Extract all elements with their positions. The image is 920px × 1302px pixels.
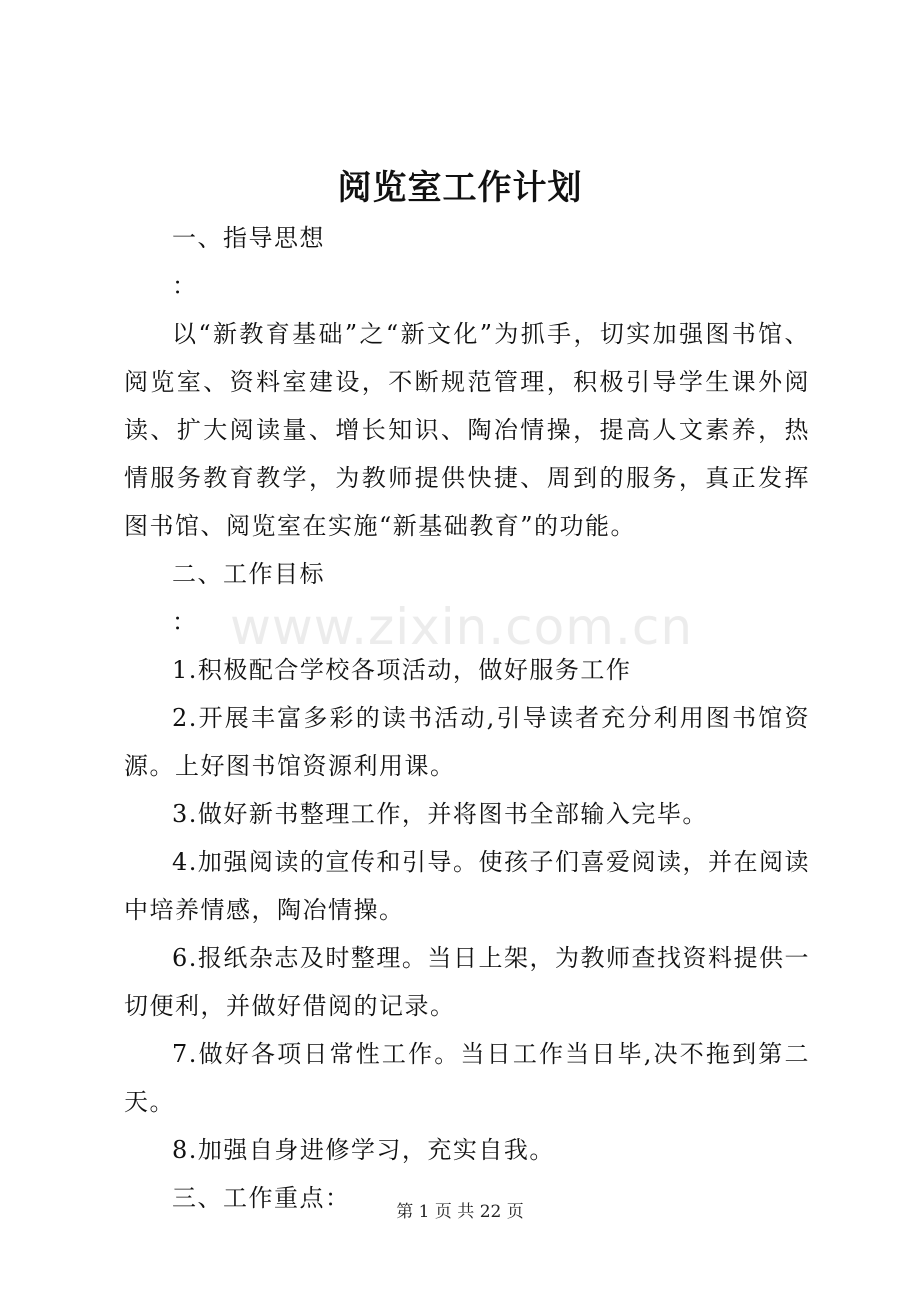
goal-item-1: 1.积极配合学校各项活动，做好服务工作 xyxy=(172,656,632,684)
goal-item-4: 4.加强阅读的宣传和引导。使孩子们喜爱阅读，并在阅读中培养情感，陶冶情操。 xyxy=(124,848,810,924)
section-heading-work-focus: 三、工作重点： xyxy=(172,1184,351,1212)
goal-item-8: 8.加强自身进修学习，充实自我。 xyxy=(172,1136,555,1164)
section-heading-guiding-ideology: 一、指导思想 xyxy=(172,224,325,252)
colon-line: ： xyxy=(172,272,198,300)
colon-line: ： xyxy=(172,608,198,636)
section-heading-work-goals: 二、工作目标 xyxy=(172,560,325,588)
watermark: www.zixin.com.cn xyxy=(230,598,694,656)
paragraph-guiding-ideology: 以“新教育基础”之“新文化”为抓手，切实加强图书馆、阅览室、资料室建设，不断规范管理，积极引导学生课外阅读、扩大阅读量、增长知识、陶冶情操，提高人文素养，热情服务教育教学，为教师提供快捷、周到的服务，真正发挥图书馆、阅览室在实施“新基础教育”的功能。 xyxy=(124,320,810,540)
goal-item-7: 7.做好各项日常性工作。当日工作当日毕,决不拖到第二天。 xyxy=(124,1040,810,1116)
goal-item-6: 6.报纸杂志及时整理。当日上架，为教师查找资料提供一切便利，并做好借阅的记录。 xyxy=(124,944,810,1020)
goal-item-3: 3.做好新书整理工作，并将图书全部输入完毕。 xyxy=(172,800,708,828)
document-title: 阅览室工作计划 xyxy=(337,168,583,208)
goal-item-2: 2.开展丰富多彩的读书活动,引导读者充分利用图书馆资源。上好图书馆资源利用课。 xyxy=(124,704,810,780)
page-number-footer: 第 1 页 共 22 页 xyxy=(396,1202,524,1222)
document-body xyxy=(124,214,810,1222)
